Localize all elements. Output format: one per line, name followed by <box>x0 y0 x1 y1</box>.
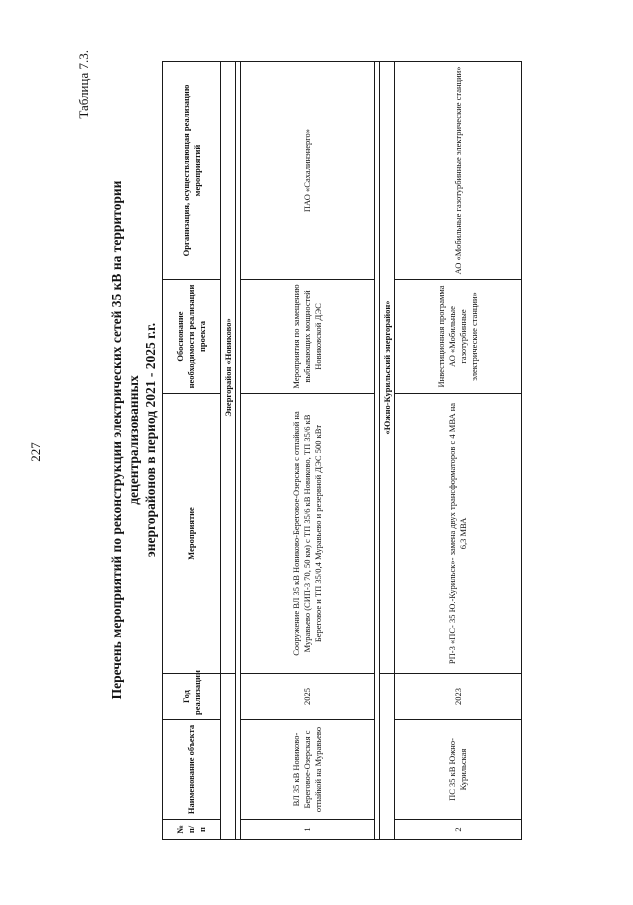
header-year: Год реализации <box>163 674 221 720</box>
table-header-row <box>163 62 221 840</box>
cell-measure: Сооружение ВЛ 35 кВ Новиково-Береговое-Озерская с отпайкой на Муравьево (СИП-3 70, 50 км) с ТП 35/6 кВ Новиково, ТП 35/6 кВ Береговое и ТП 35/0,4 Муравьево и резервной ДЭС 500 кВт <box>241 394 375 674</box>
rotated-page-content <box>70 50 590 850</box>
header-name: Наименование объекта <box>163 720 221 820</box>
section-gap-cell <box>380 674 395 840</box>
cell-name: ВЛ 35 кВ Новиково-Береговое-Озерская с отпайкой на Муравьево <box>241 720 375 820</box>
title-line-2: энергорайонов в период 2021 - 2025 г.г. <box>143 322 158 558</box>
section-row <box>221 62 236 840</box>
header-num: № п/п <box>163 820 221 840</box>
table-label: Таблица 7.3. <box>76 50 91 119</box>
header-measure: Мероприятие <box>163 394 221 674</box>
header-justification: Обоснование необходимости реализации проекта <box>163 280 221 394</box>
section-title: «Южно-Курильский энергорайон» <box>380 62 395 674</box>
cell-org: АО «Мобильные газотурбинные электрические станции» <box>395 62 522 280</box>
section-title: Энергорайон «Новиково» <box>221 62 236 674</box>
cell-name: ПС 35 кВ Южно-Курильская <box>395 720 522 820</box>
cell-org: ПАО «Сахалинэнерго» <box>241 62 375 280</box>
page-number: 227 <box>28 442 43 462</box>
cell-num: 1 <box>241 820 375 840</box>
cell-measure: РП-3 «ПС- 35 Ю.-Курильск»- замена двух трансформаторов с 4 МВА на 6,3 МВА <box>395 394 522 674</box>
cell-year: 2025 <box>241 674 375 720</box>
cell-justification: Мероприятия по замещению выбывающих мощностей Новиковской ДЭС <box>241 280 375 394</box>
document-title <box>108 120 159 760</box>
table-row <box>241 62 375 840</box>
cell-year: 2023 <box>395 674 522 720</box>
header-org: Организация, осуществляющая реализацию мероприятий <box>163 62 221 280</box>
title-line-1: Перечень мероприятий по реконструкции электрических сетей 35 кВ на территории децентрализованных <box>109 180 141 700</box>
section-gap-cell <box>221 674 236 840</box>
section-row <box>380 62 395 840</box>
cell-num: 2 <box>395 820 522 840</box>
measures-table <box>162 61 522 840</box>
table-row <box>395 62 522 840</box>
cell-justification: Инвестиционная программа АО «Мобильные газотурбинные электрические станции» <box>395 280 522 394</box>
